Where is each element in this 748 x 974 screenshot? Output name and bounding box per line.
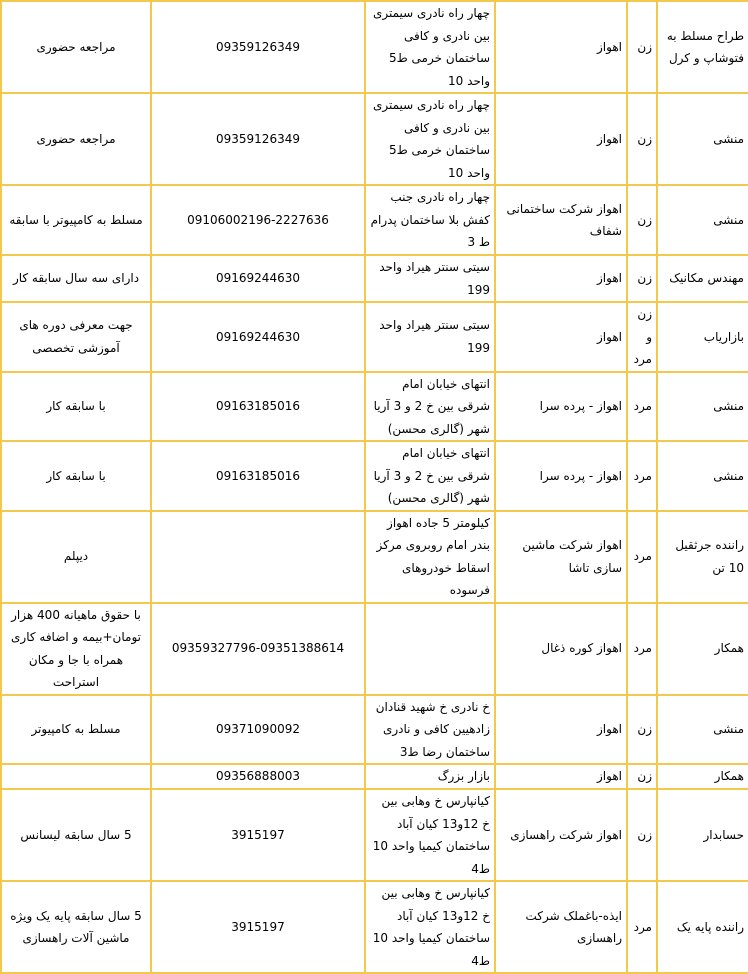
gender-cell: زن xyxy=(627,1,657,93)
gender-cell: زن و مرد xyxy=(627,302,657,372)
phone-cell: 09169244630 xyxy=(151,255,365,302)
description-cell: با سابقه کار xyxy=(1,372,151,442)
description-cell: 5 سال سابقه پایه یک ویژه ماشین آلات راهسازی xyxy=(1,881,151,973)
table-row xyxy=(1,441,748,511)
description-cell: مسلط به کامپیوتر xyxy=(1,695,151,765)
table-row xyxy=(1,603,748,695)
city-cell: اهواز xyxy=(495,302,627,372)
city-cell: ایذه-باغملک شرکت راهسازی xyxy=(495,881,627,973)
table-row xyxy=(1,185,748,255)
table-row xyxy=(1,881,748,973)
job-title-cell: منشی xyxy=(657,185,748,255)
city-cell: اهواز xyxy=(495,764,627,789)
description-cell: مراجعه حضوری xyxy=(1,1,151,93)
table-row xyxy=(1,695,748,765)
phone-cell: 09359126349 xyxy=(151,1,365,93)
gender-cell: زن xyxy=(627,185,657,255)
table-row xyxy=(1,764,748,789)
job-listings-body xyxy=(1,1,748,973)
gender-cell: مرد xyxy=(627,511,657,603)
city-cell: اهواز شرکت ماشین سازی تاشا xyxy=(495,511,627,603)
job-title-cell: همکار xyxy=(657,603,748,695)
phone-cell: 09371090092 xyxy=(151,695,365,765)
job-title-cell: راننده جرثقیل 10 تن xyxy=(657,511,748,603)
table-row xyxy=(1,302,748,372)
job-title-cell: منشی xyxy=(657,372,748,442)
address-cell: انتهای خیابان امام شرقی بین خ 2 و 3 آریا شهر (گالری محسن) xyxy=(365,441,495,511)
job-title-cell: راننده پایه یک xyxy=(657,881,748,973)
city-cell: اهواز شرکت ساختمانی شفاف xyxy=(495,185,627,255)
phone-cell: 3915197 xyxy=(151,789,365,881)
job-title-cell: منشی xyxy=(657,441,748,511)
table-row xyxy=(1,93,748,185)
address-cell: کیلومتر 5 جاده اهواز بندر امام روبروی مرکز اسقاط خودروهای فرسوده xyxy=(365,511,495,603)
city-cell: اهواز شرکت راهسازی xyxy=(495,789,627,881)
gender-cell: زن xyxy=(627,789,657,881)
address-cell: سیتی سنتر هیراد واحد 199 xyxy=(365,255,495,302)
gender-cell: مرد xyxy=(627,441,657,511)
gender-cell: زن xyxy=(627,93,657,185)
phone-cell: 09169244630 xyxy=(151,302,365,372)
city-cell: اهواز کوره ذغال xyxy=(495,603,627,695)
gender-cell: مرد xyxy=(627,372,657,442)
address-cell xyxy=(365,603,495,695)
description-cell xyxy=(1,764,151,789)
job-title-cell: حسابدار xyxy=(657,789,748,881)
table-row xyxy=(1,372,748,442)
phone-cell: 09359327796-09351388614 xyxy=(151,603,365,695)
table-row xyxy=(1,789,748,881)
phone-cell: 09106002196-2227636 xyxy=(151,185,365,255)
gender-cell: زن xyxy=(627,255,657,302)
job-title-cell: بازاریاب xyxy=(657,302,748,372)
address-cell: چهار راه نادری سیمتری بین نادری و کافی ساختمان خرمی ط5 واحد 10 xyxy=(365,1,495,93)
city-cell: اهواز - پرده سرا xyxy=(495,441,627,511)
phone-cell: 09356888003 xyxy=(151,764,365,789)
address-cell: کیانپارس خ وهابی بین خ 12و13 کیان آباد ساختمان کیمیا واحد 10 ط4 xyxy=(365,789,495,881)
address-cell: انتهای خیابان امام شرقی بین خ 2 و 3 آریا شهر (گالری محسن) xyxy=(365,372,495,442)
address-cell: خ نادری خ شهید قنادان زادهیین کافی و نادری ساختمان رضا ط3 xyxy=(365,695,495,765)
job-title-cell: مهندس مکانیک xyxy=(657,255,748,302)
phone-cell: 09359126349 xyxy=(151,93,365,185)
description-cell: با حقوق ماهیانه 400 هزار تومان+بیمه و اضافه کاری همراه با جا و مکان استراحت xyxy=(1,603,151,695)
description-cell: جهت معرفی دوره های آموزشی تخصصی xyxy=(1,302,151,372)
address-cell: کیانپارس خ وهابی بین خ 12و13 کیان آباد ساختمان کیمیا واحد 10 ط4 xyxy=(365,881,495,973)
gender-cell: مرد xyxy=(627,881,657,973)
phone-cell xyxy=(151,511,365,603)
phone-cell: 3915197 xyxy=(151,881,365,973)
address-cell: چهار راه نادری سیمتری بین نادری و کافی ساختمان خرمی ط5 واحد 10 xyxy=(365,93,495,185)
description-cell: مسلط به کامپیوتر با سابقه xyxy=(1,185,151,255)
description-cell: با سابقه کار xyxy=(1,441,151,511)
city-cell: اهواز - پرده سرا xyxy=(495,372,627,442)
job-title-cell: همکار xyxy=(657,764,748,789)
phone-cell: 09163185016 xyxy=(151,441,365,511)
gender-cell: زن xyxy=(627,764,657,789)
city-cell: اهواز xyxy=(495,1,627,93)
city-cell: اهواز xyxy=(495,695,627,765)
phone-cell: 09163185016 xyxy=(151,372,365,442)
address-cell: سیتی سنتر هیراد واحد 199 xyxy=(365,302,495,372)
job-title-cell: منشی xyxy=(657,93,748,185)
table-row xyxy=(1,255,748,302)
description-cell: دیپلم xyxy=(1,511,151,603)
description-cell: 5 سال سابقه لیسانس xyxy=(1,789,151,881)
address-cell: چهار راه نادری جنب کفش بلا ساختمان پدرام ط 3 xyxy=(365,185,495,255)
job-title-cell: طراح مسلط به فتوشاپ و کرل xyxy=(657,1,748,93)
table-row xyxy=(1,511,748,603)
gender-cell: زن xyxy=(627,695,657,765)
gender-cell: مرد xyxy=(627,603,657,695)
city-cell: اهواز xyxy=(495,93,627,185)
description-cell: مراجعه حضوری xyxy=(1,93,151,185)
address-cell: بازار بزرگ xyxy=(365,764,495,789)
job-title-cell: منشی xyxy=(657,695,748,765)
description-cell: دارای سه سال سابقه کار xyxy=(1,255,151,302)
table-row xyxy=(1,1,748,93)
city-cell: اهواز xyxy=(495,255,627,302)
